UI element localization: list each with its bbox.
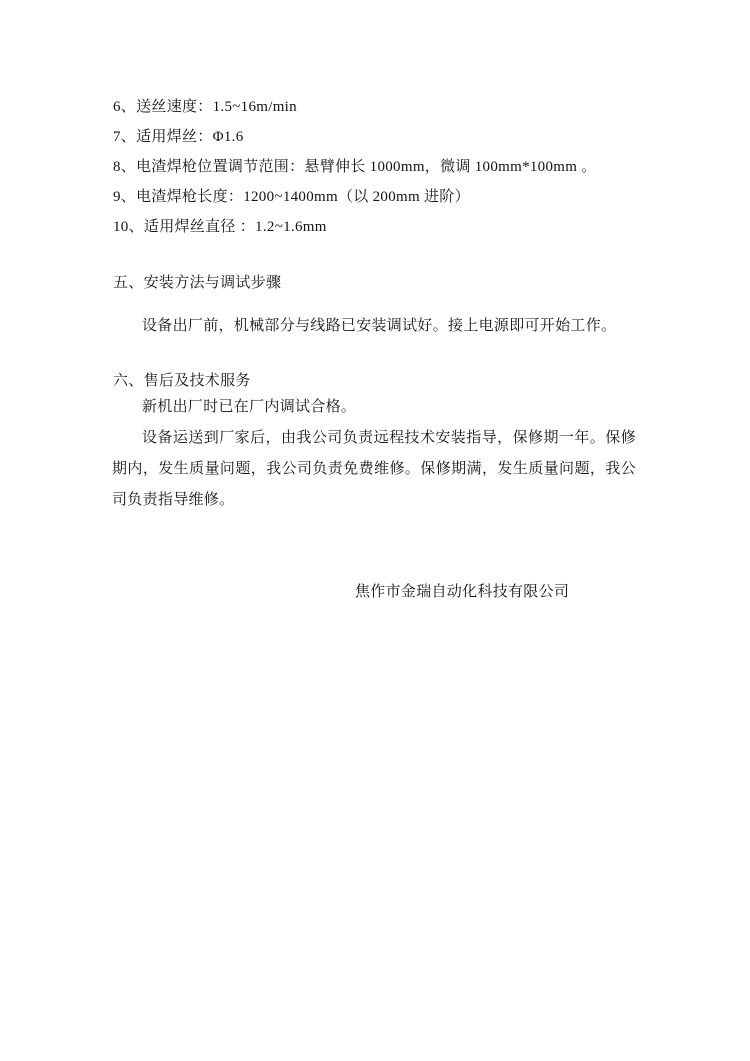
spec-item-applicable-wire: 7、适用焊丝：Φ1.6 <box>113 129 244 145</box>
section-install-paragraph: 设备出厂前，机械部分与线路已安装调试好。接上电源即可开始工作。 <box>142 318 617 334</box>
spec-list <box>113 92 597 242</box>
spec-item-gun-length: 9、电渣焊枪长度：1200~1400mm（以 200mm 进阶） <box>113 189 470 205</box>
section-install-heading: 五、安装方法与调试步骤 <box>113 275 282 291</box>
section-service-heading: 六、售后及技术服务 <box>113 373 251 389</box>
section-service-paragraph-1: 新机出厂时已在厂内调试合格。 <box>142 399 357 415</box>
spec-item-wire-diameter: 10、适用焊丝直径 ：1.2~1.6mm <box>113 219 327 235</box>
company-signature: 焦作市金瑞自动化科技有限公司 <box>355 584 570 600</box>
section-service-body <box>112 392 636 516</box>
section-service-paragraph-2: 设备运送到厂家后，由我公司负责远程技术安装指导，保修期一年。保修期内，发生质量问题，我公司负责免费维修。保修期满，发生质量问题，我公司负责指导维修。 <box>112 430 636 508</box>
spec-item-wire-feed-speed: 6、送丝速度：1.5~16m/min <box>113 99 297 115</box>
spec-item-gun-position-range: 8、电渣焊枪位置调节范围：悬臂伸长 1000mm，微调 100mm*100mm 。 <box>113 159 597 175</box>
